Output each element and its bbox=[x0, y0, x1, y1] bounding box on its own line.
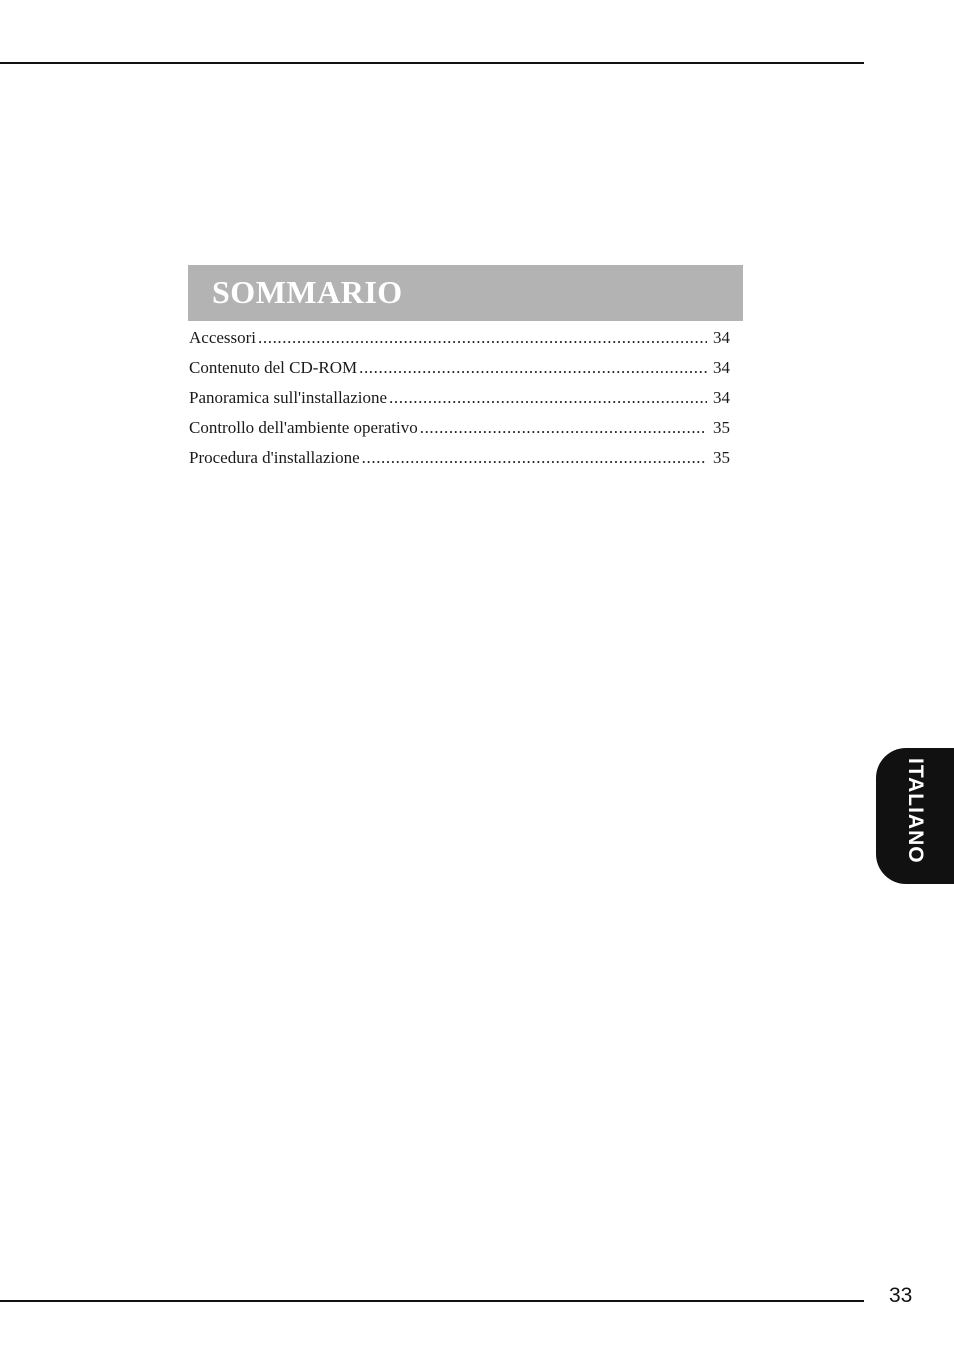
toc-entry-page: 34 bbox=[713, 358, 730, 377]
toc-entry-label: Panoramica sull'installazione bbox=[189, 388, 388, 407]
toc-header-band bbox=[188, 265, 743, 321]
toc-entry-page: 34 bbox=[713, 328, 730, 347]
toc-dot-leader bbox=[258, 323, 707, 353]
toc-dot-leader bbox=[420, 413, 707, 443]
top-rule bbox=[0, 62, 864, 64]
toc-entry-procedura-installazione[interactable] bbox=[189, 443, 730, 473]
page-number: 33 bbox=[889, 1284, 913, 1307]
language-side-tab bbox=[876, 748, 954, 884]
toc-list bbox=[189, 323, 730, 473]
toc-entry-label: Contenuto del CD-ROM bbox=[189, 358, 358, 377]
toc-title: SOMMARIO bbox=[212, 274, 403, 310]
toc-entry-page: 35 bbox=[713, 448, 730, 467]
toc-entry-label: Procedura d'installazione bbox=[189, 448, 360, 467]
toc-entry-label: Accessori bbox=[189, 328, 257, 347]
toc-entry-page: 35 bbox=[713, 418, 730, 437]
toc-entry-accessori[interactable] bbox=[189, 323, 730, 353]
language-tab-label: ITALIANO bbox=[904, 758, 927, 864]
toc-entry-controllo-ambiente[interactable] bbox=[189, 413, 730, 443]
toc-entry-panoramica-installazione[interactable] bbox=[189, 383, 730, 413]
toc-entry-page: 34 bbox=[713, 388, 730, 407]
toc-dot-leader bbox=[389, 383, 707, 413]
toc-entry-label: Controllo dell'ambiente operativo bbox=[189, 418, 418, 437]
toc-dot-leader bbox=[359, 353, 707, 383]
toc-dot-leader bbox=[362, 443, 707, 473]
toc-entry-contenuto-cd-rom[interactable] bbox=[189, 353, 730, 383]
bottom-rule bbox=[0, 1300, 864, 1302]
